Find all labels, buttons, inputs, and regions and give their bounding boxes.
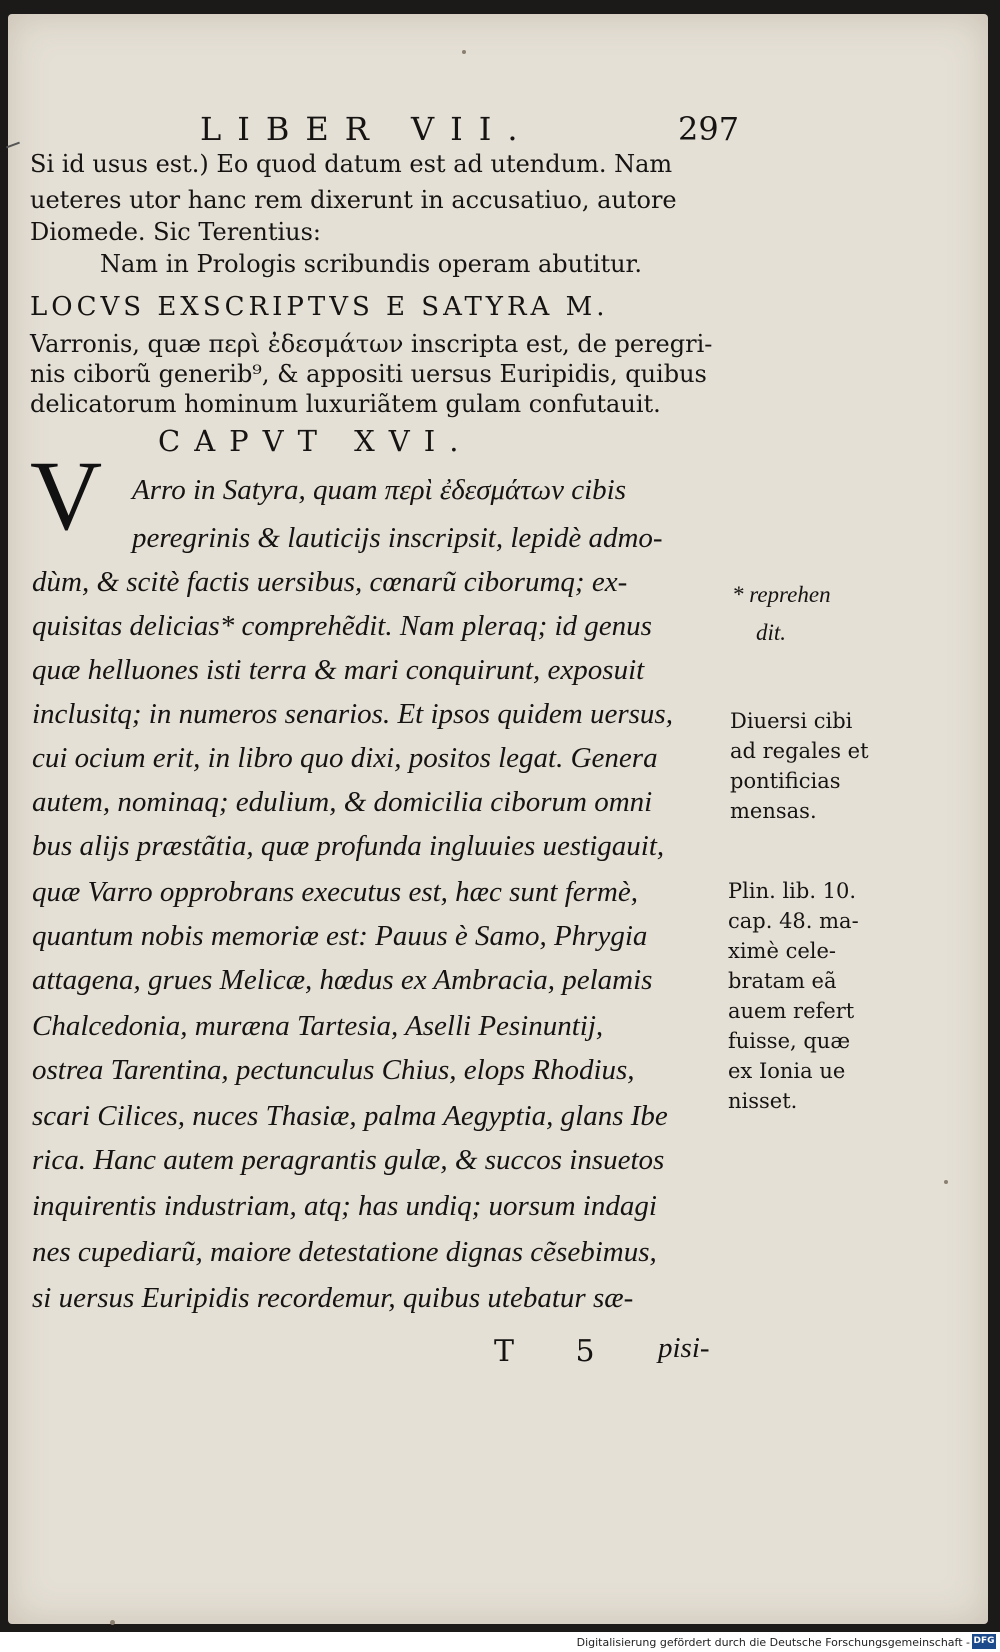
margin-note-line: ad regales et bbox=[730, 739, 869, 763]
body-line: Chalcedonia, muræna Tartesia, Aselli Pesinuntij, bbox=[32, 1010, 604, 1042]
intro-line: ueteres utor hanc rem dixerunt in accusatiuo, autore bbox=[30, 186, 677, 214]
paper-speck bbox=[110, 1620, 115, 1625]
running-title: LIBER VII. bbox=[200, 110, 534, 148]
intro-line: Si id usus est.) Eo quod datum est ad utendum. Nam bbox=[30, 150, 673, 178]
body-line: peregrinis & lauticijs inscripsit, lepidè admo- bbox=[132, 522, 663, 554]
heading-line: delicatorum hominum luxuriãtem gulam confutauit. bbox=[30, 390, 661, 418]
dfg-logo-icon: DFG bbox=[972, 1634, 996, 1649]
margin-note-line: Diuersi cibi bbox=[730, 709, 853, 733]
signature-mark: T 5 bbox=[494, 1334, 621, 1369]
section-heading: LOCVS EXSCRIPTVS E SATYRA M. bbox=[30, 292, 609, 322]
margin-note-line: cap. 48. ma- bbox=[728, 909, 859, 933]
body-line: bus alijs præstãtia, quæ profunda ingluuies uestigauit, bbox=[32, 830, 665, 862]
body-line: inclusitq; in numeros senarios. Et ipsos quidem uersus, bbox=[32, 698, 673, 730]
body-line: si uersus Euripidis recordemur, quibus utebatur sæ- bbox=[32, 1282, 634, 1314]
drop-capital: V bbox=[30, 440, 103, 551]
body-line: inquirentis industriam, atq; has undiq; uorsum indagi bbox=[32, 1190, 657, 1222]
margin-note bbox=[728, 876, 859, 1116]
margin-note-line: mensas. bbox=[730, 799, 817, 823]
paper-speck bbox=[462, 50, 466, 54]
body-line: quæ Varro opprobrans executus est, hæc sunt fermè, bbox=[32, 876, 638, 908]
body-line: nes cupediarũ, maiore detestatione dignas cẽsebimus, bbox=[32, 1236, 657, 1268]
heading-line: Varronis, quæ περὶ ἐδεσμάτων inscripta est, de peregri- bbox=[30, 330, 713, 358]
heading-line: nis ciborũ generib⁹, & appositi uersus Euripidis, quibus bbox=[30, 360, 707, 388]
body-line: cui ocium erit, in libro quo dixi, positos legat. Genera bbox=[32, 742, 658, 774]
body-line: scari Cilices, nuces Thasiæ, palma Aegyptia, glans Ibe bbox=[32, 1100, 668, 1132]
margin-note bbox=[730, 706, 869, 826]
margin-note-line: pontificias bbox=[730, 769, 841, 793]
margin-note-line: nisset. bbox=[728, 1089, 798, 1113]
body-line: quæ helluones isti terra & mari conquirunt, exposuit bbox=[32, 654, 645, 686]
body-line: Arro in Satyra, quam περὶ ἐδεσμάτων cibis bbox=[132, 474, 627, 506]
folio-number: 297 bbox=[678, 110, 740, 148]
margin-note-line: fuisse, quæ bbox=[728, 1029, 851, 1053]
body-line: quisitas delicias* comprehẽdit. Nam pleraq; id genus bbox=[32, 610, 652, 642]
body-line: quantum nobis memoriæ est: Pauus è Samo, Phrygia bbox=[32, 920, 648, 952]
chapter-title: CAPVT XVI. bbox=[158, 424, 473, 458]
margin-note-line: ximè cele- bbox=[728, 939, 837, 963]
margin-note-line: * reprehen bbox=[732, 582, 831, 607]
margin-note bbox=[732, 576, 831, 652]
catchword: pisi- bbox=[658, 1332, 710, 1364]
intro-quote: Nam in Prologis scribundis operam abutitur. bbox=[100, 250, 643, 278]
body-line: dùm, & scitè factis uersibus, cœnarũ ciborumq; ex- bbox=[32, 566, 628, 598]
digitization-credit: Digitalisierung gefördert durch die Deutsche Forschungsgemeinschaft - bbox=[576, 1636, 970, 1649]
margin-note-line: dit. bbox=[756, 620, 787, 645]
margin-note-line: bratam eã bbox=[728, 969, 837, 993]
body-line: rica. Hanc autem peragrantis gulæ, & succos insuetos bbox=[32, 1144, 665, 1176]
body-line: autem, nominaq; edulium, & domicilia ciborum omni bbox=[32, 786, 653, 818]
body-line: ostrea Tarentina, pectunculus Chius, elops Rhodius, bbox=[32, 1054, 635, 1086]
margin-note-line: auem refert bbox=[728, 999, 855, 1023]
body-line: attagena, grues Melicæ, hœdus ex Ambracia, pelamis bbox=[32, 964, 653, 996]
intro-line: Diomede. Sic Terentius: bbox=[30, 218, 321, 246]
margin-note-line: ex Ionia ue bbox=[728, 1059, 846, 1083]
margin-note-line: Plin. lib. 10. bbox=[728, 879, 857, 903]
paper-speck bbox=[944, 1180, 948, 1184]
